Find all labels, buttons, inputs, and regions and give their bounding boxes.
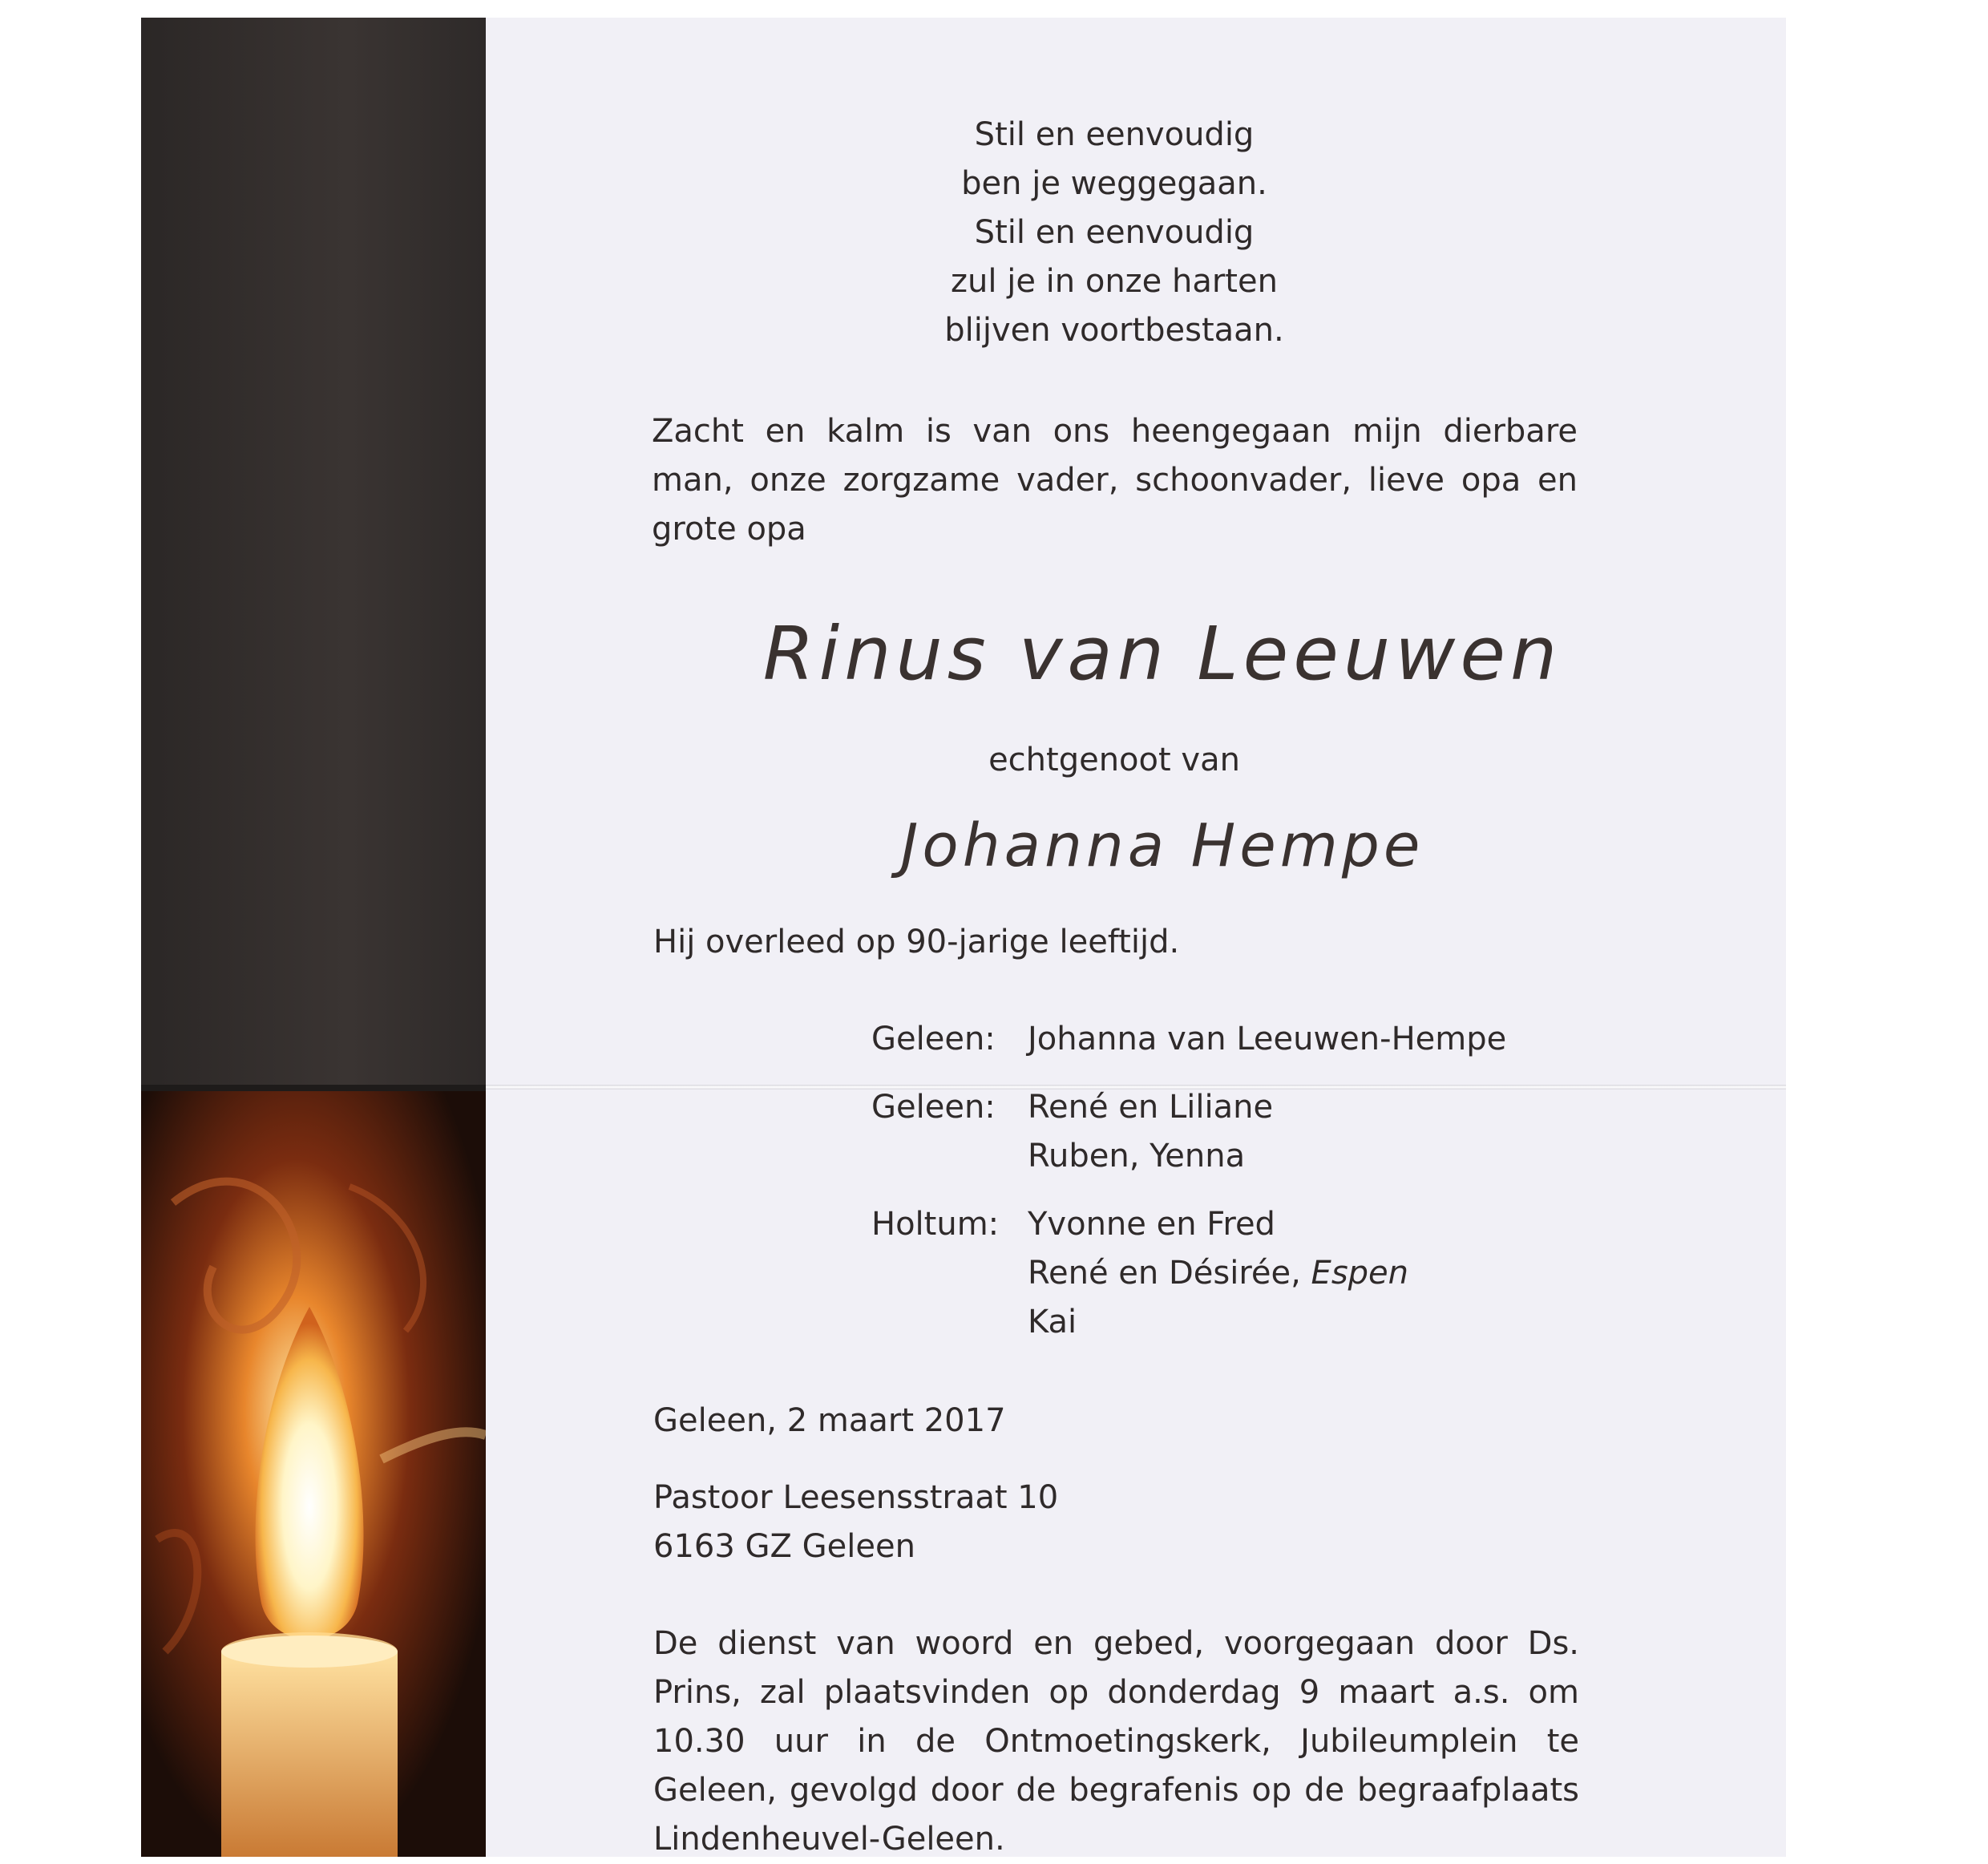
family-name-line: Johanna van Leeuwen-Hempe	[1028, 1021, 1507, 1057]
service-text: De dienst van woord en gebed, voorgegaan door Ds. Prins, zal plaatsvinden op donderdag 9 maart a.s. om 10.30 uur in de Ontmoetingskerk, Jubileumplein te Geleen, gevolgd door de begrafenis op de begraafplaats Lindenheuvel-Geleen.	[653, 1625, 1579, 1858]
family-names	[1028, 1083, 1273, 1181]
family-names	[1028, 1200, 1408, 1347]
family-group	[871, 1200, 1506, 1347]
announcement-text: Zacht en kalm is van ons heengegaan mijn dierbare man, onze zorgzame vader, schoonvader, lieve opa en grote opa	[652, 413, 1578, 548]
spouse-name: Johanna Hempe	[900, 811, 1424, 880]
spouse-intro: echtgenoot van	[988, 742, 1240, 778]
family-name-line: Ruben, Yenna	[1028, 1138, 1246, 1175]
poem-line: zul je in onze harten	[951, 263, 1278, 300]
poem-line: Stil en eenvoudig	[974, 214, 1255, 251]
family-place: Holtum:	[871, 1206, 1000, 1243]
family-name-line: Kai	[1028, 1304, 1077, 1340]
family-list	[871, 1015, 1506, 1366]
poem-line: blijven voortbestaan.	[944, 312, 1284, 349]
family-name-text: René en Désirée,	[1028, 1255, 1301, 1292]
family-place: Geleen:	[871, 1021, 996, 1057]
age-text: Hij overleed op 90-jarige leeftijd.	[653, 924, 1180, 960]
family-group	[871, 1015, 1506, 1064]
candle-photo	[141, 1090, 486, 1857]
poem	[754, 111, 1475, 355]
deceased-name: Rinus van Leeuwen	[762, 611, 1562, 697]
family-name-line: René en Liliane	[1028, 1089, 1274, 1126]
family-name-line: Yvonne en Fred	[1028, 1206, 1275, 1243]
date-line: Geleen, 2 maart 2017	[653, 1402, 1006, 1439]
poem-line: Stil en eenvoudig	[974, 116, 1255, 153]
family-group	[871, 1083, 1506, 1181]
address	[653, 1474, 1058, 1571]
family-names	[1028, 1015, 1506, 1064]
address-line: 6163 GZ Geleen	[653, 1528, 915, 1565]
fold-line-band	[141, 1085, 486, 1091]
family-name-italic: Espen	[1311, 1255, 1409, 1292]
family-place: Geleen:	[871, 1089, 996, 1126]
poem-line: ben je weggegaan.	[961, 165, 1267, 202]
family-name-line-with-italic	[1028, 1249, 1408, 1298]
address-line: Pastoor Leesensstraat 10	[653, 1479, 1059, 1516]
